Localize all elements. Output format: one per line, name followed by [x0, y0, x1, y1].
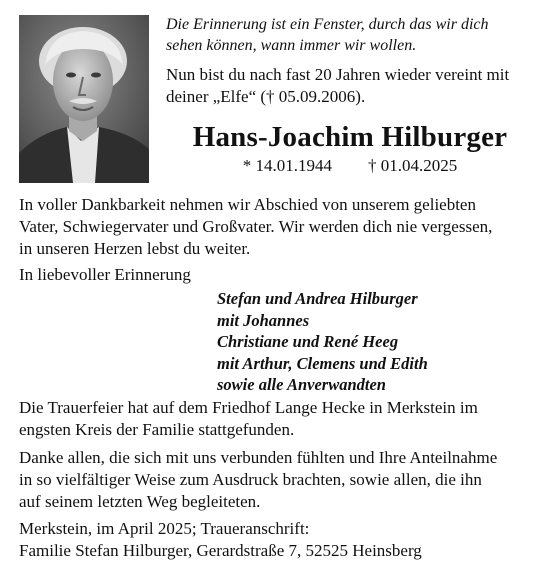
- farewell-paragraph: [19, 194, 534, 260]
- ceremony-line: Die Trauerfeier hat auf dem Friedhof Lange Hecke in Merkstein im: [19, 398, 478, 417]
- signer-line: Stefan und Andrea Hilburger: [217, 289, 418, 308]
- thanks-paragraph: [19, 447, 534, 513]
- mourning-address: Familie Stefan Hilburger, Gerardstraße 7, 52525 Heinsberg: [19, 541, 422, 560]
- farewell-line: In voller Dankbarkeit nehmen wir Abschied von unserem geliebten: [19, 195, 476, 214]
- closing-line: Merkstein, im April 2025; Traueranschrift:: [19, 519, 310, 538]
- signers-list: [217, 288, 537, 396]
- birth-date: * 14.01.1944: [242, 156, 332, 175]
- death-date: † 01.04.2025: [368, 156, 458, 175]
- farewell-line: in unseren Herzen lebst du weiter.: [19, 239, 251, 258]
- deceased-name: Hans-Joachim Hilburger: [192, 121, 508, 153]
- reunion-line: Nun bist du nach fast 20 Jahren wieder vereint mit: [166, 65, 510, 84]
- signer-line: mit Johannes: [217, 310, 310, 330]
- thanks-line: auf seinem letzten Weg begleiteten.: [19, 492, 261, 511]
- quote-line: sehen können, wann immer wir wollen.: [166, 37, 417, 54]
- life-dates: [150, 155, 550, 177]
- farewell-line: Vater, Schwiegervater und Großvater. Wir werden dich nie vergessen,: [19, 217, 493, 236]
- quote-line: Die Erinnerung ist ein Fenster, durch das wir dich: [166, 16, 489, 33]
- memory-intro: In liebevoller Erinnerung: [19, 265, 191, 284]
- signer-line: sowie alle Anverwandten: [217, 375, 386, 394]
- reunion-line: deiner „Elfe“ († 05.09.2006).: [166, 87, 366, 106]
- ceremony-line: engsten Kreis der Familie stattgefunden.: [19, 420, 295, 439]
- signer-line: mit Arthur, Clemens und Edith: [217, 353, 428, 373]
- portrait-photo: [19, 15, 149, 183]
- ceremony-paragraph: [19, 397, 534, 441]
- closing-paragraph: [19, 518, 534, 562]
- thanks-line: in so vielfältiger Weise zum Ausdruck brachten, sowie allen, die ihn: [19, 470, 482, 489]
- reunion-text: [166, 64, 536, 108]
- thanks-line: Danke allen, die sich mit uns verbunden fühlten und Ihre Anteilnahme: [19, 448, 498, 467]
- signer-line: Christiane und René Heeg: [217, 332, 399, 351]
- memorial-quote: [166, 14, 536, 56]
